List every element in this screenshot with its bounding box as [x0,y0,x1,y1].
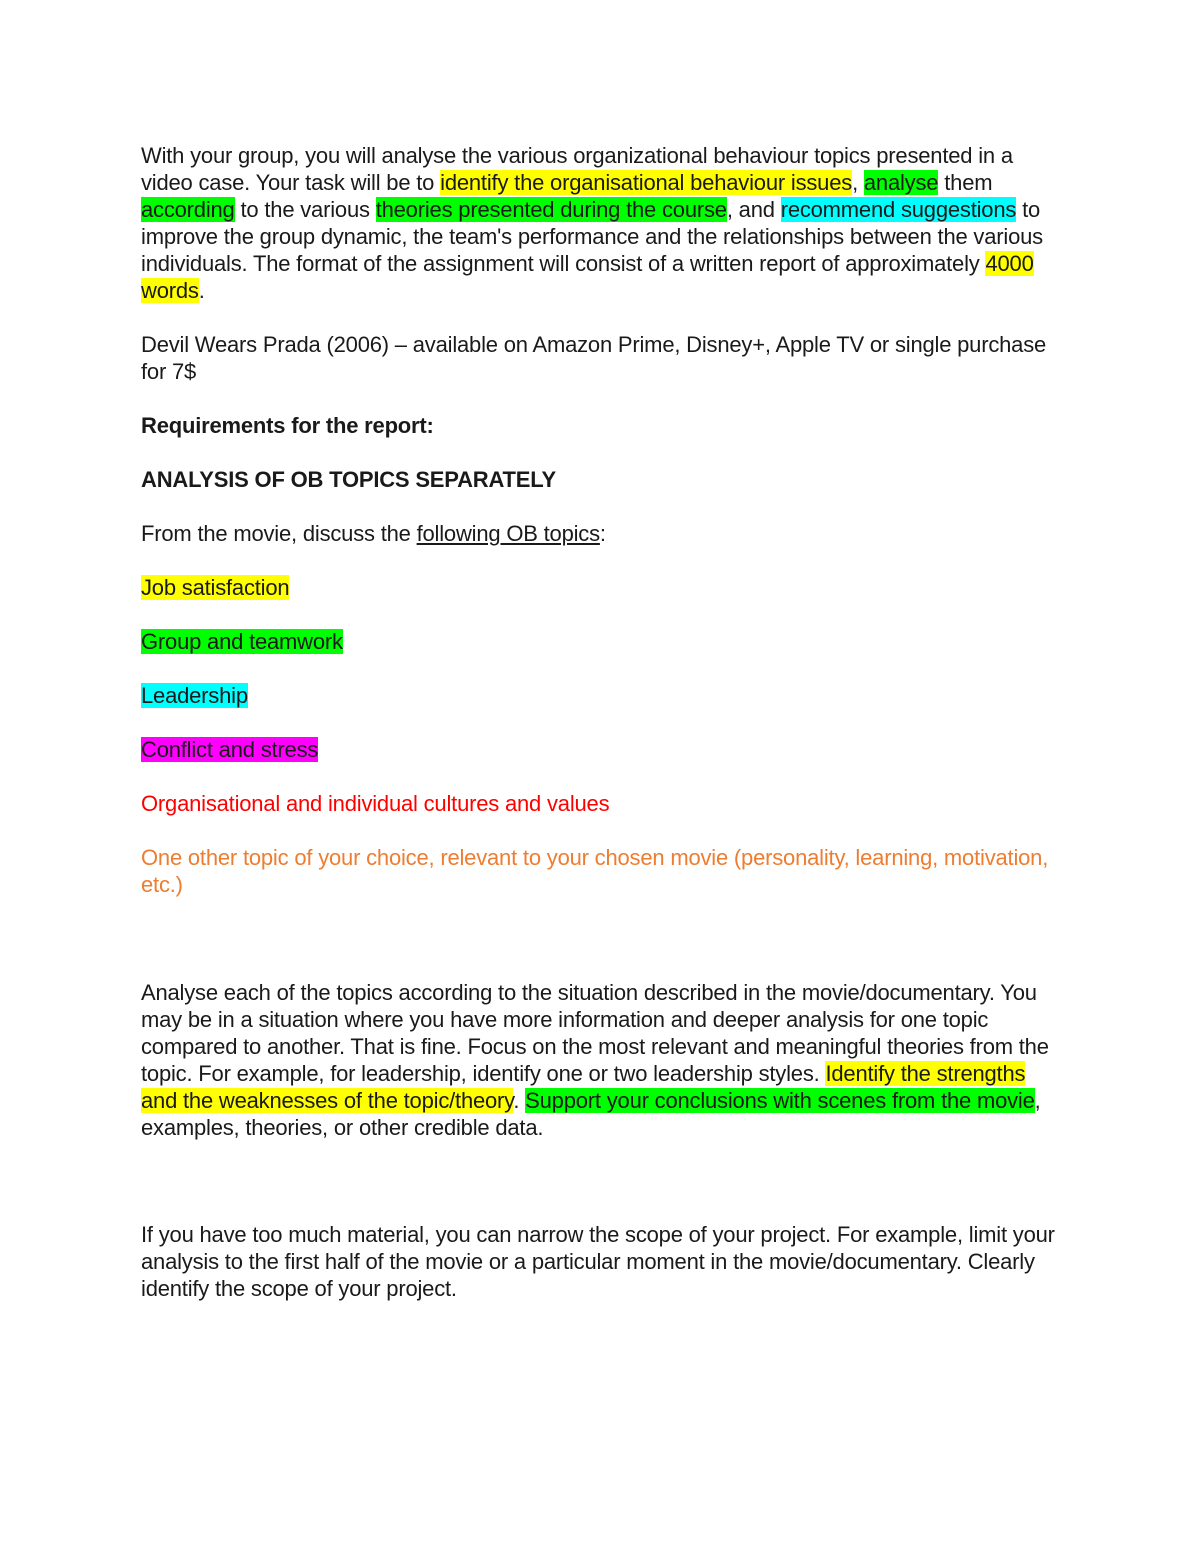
analyse-text-3: , examples, theories, or other credible data. [141,1088,1041,1140]
discuss-line [141,520,1060,547]
highlight-theories: theories presented during the course [375,197,727,222]
analyse-text-1: Analyse each of the topics according to the situation described in the movie/documentary. You may be in a situation where you have more information and deeper analysis for one topic compared to another. That is fine. Focus on the most relevant and meaningful theories from the topic. For example, for leadership, identify one or two leadership styles. [141,980,1049,1086]
discuss-prefix: From the movie, discuss the [141,521,417,546]
scope-paragraph: If you have too much material, you can narrow the scope of your project. For example, limit your analysis to the first half of the movie or a particular moment in the movie/documentary. Clearly identify the scope of your project. [141,1222,1055,1301]
intro-text-5: , and [726,197,781,222]
analyse-text-2: . [513,1088,526,1113]
intro-text-4: to the various [234,197,376,222]
topic-job-satisfaction-text: Job satisfaction [141,575,290,600]
intro-paragraph [141,142,1060,304]
topic-conflict-stress [141,736,1060,763]
discuss-suffix: : [599,521,606,546]
requirements-heading: Requirements for the report: [141,413,434,438]
highlight-according: according [141,197,235,222]
highlight-recommend: recommend suggestions [780,197,1017,222]
topic-leadership-text: Leadership [141,683,248,708]
intro-text-2: , [852,170,864,195]
analyse-paragraph [141,979,1060,1141]
intro-text-1: With your group, you will analyse the various organizational behaviour topics presented in a video case. Your task will be to [141,143,1013,195]
highlight-analyse: analyse [863,170,939,195]
topic-group-teamwork-text: Group and teamwork [141,629,343,654]
analysis-heading: ANALYSIS OF OB TOPICS SEPARATELY [141,467,556,492]
movie-info: Devil Wears Prada (2006) – available on Amazon Prime, Disney+, Apple TV or single purchase for 7$ [141,332,1047,384]
highlight-support-conclusions: Support your conclusions with scenes from the movie [525,1088,1035,1113]
highlight-word-count: 4000 words [141,251,1034,303]
discuss-underlined: following OB topics [416,521,600,546]
topic-group-teamwork [141,628,1060,655]
highlight-identify-issues: identify the organisational behaviour issues [440,170,853,195]
intro-text-7: . [198,278,205,303]
intro-text-3: them [938,170,993,195]
highlight-strengths-weaknesses: Identify the strengths and the weaknesses of the topic/theory [141,1061,1026,1113]
intro-text-6: to improve the group dynamic, the team's performance and the relationships between the various individuals. The format of the assignment will consist of a written report of approximately [141,197,1043,276]
topic-cultures-values: Organisational and individual cultures and values [141,791,610,816]
topic-job-satisfaction [141,574,1060,601]
topic-other: One other topic of your choice, relevant to your chosen movie (personality, learning, motivation, etc.) [141,845,1049,897]
topic-leadership [141,682,1060,709]
topic-conflict-stress-text: Conflict and stress [141,737,319,762]
